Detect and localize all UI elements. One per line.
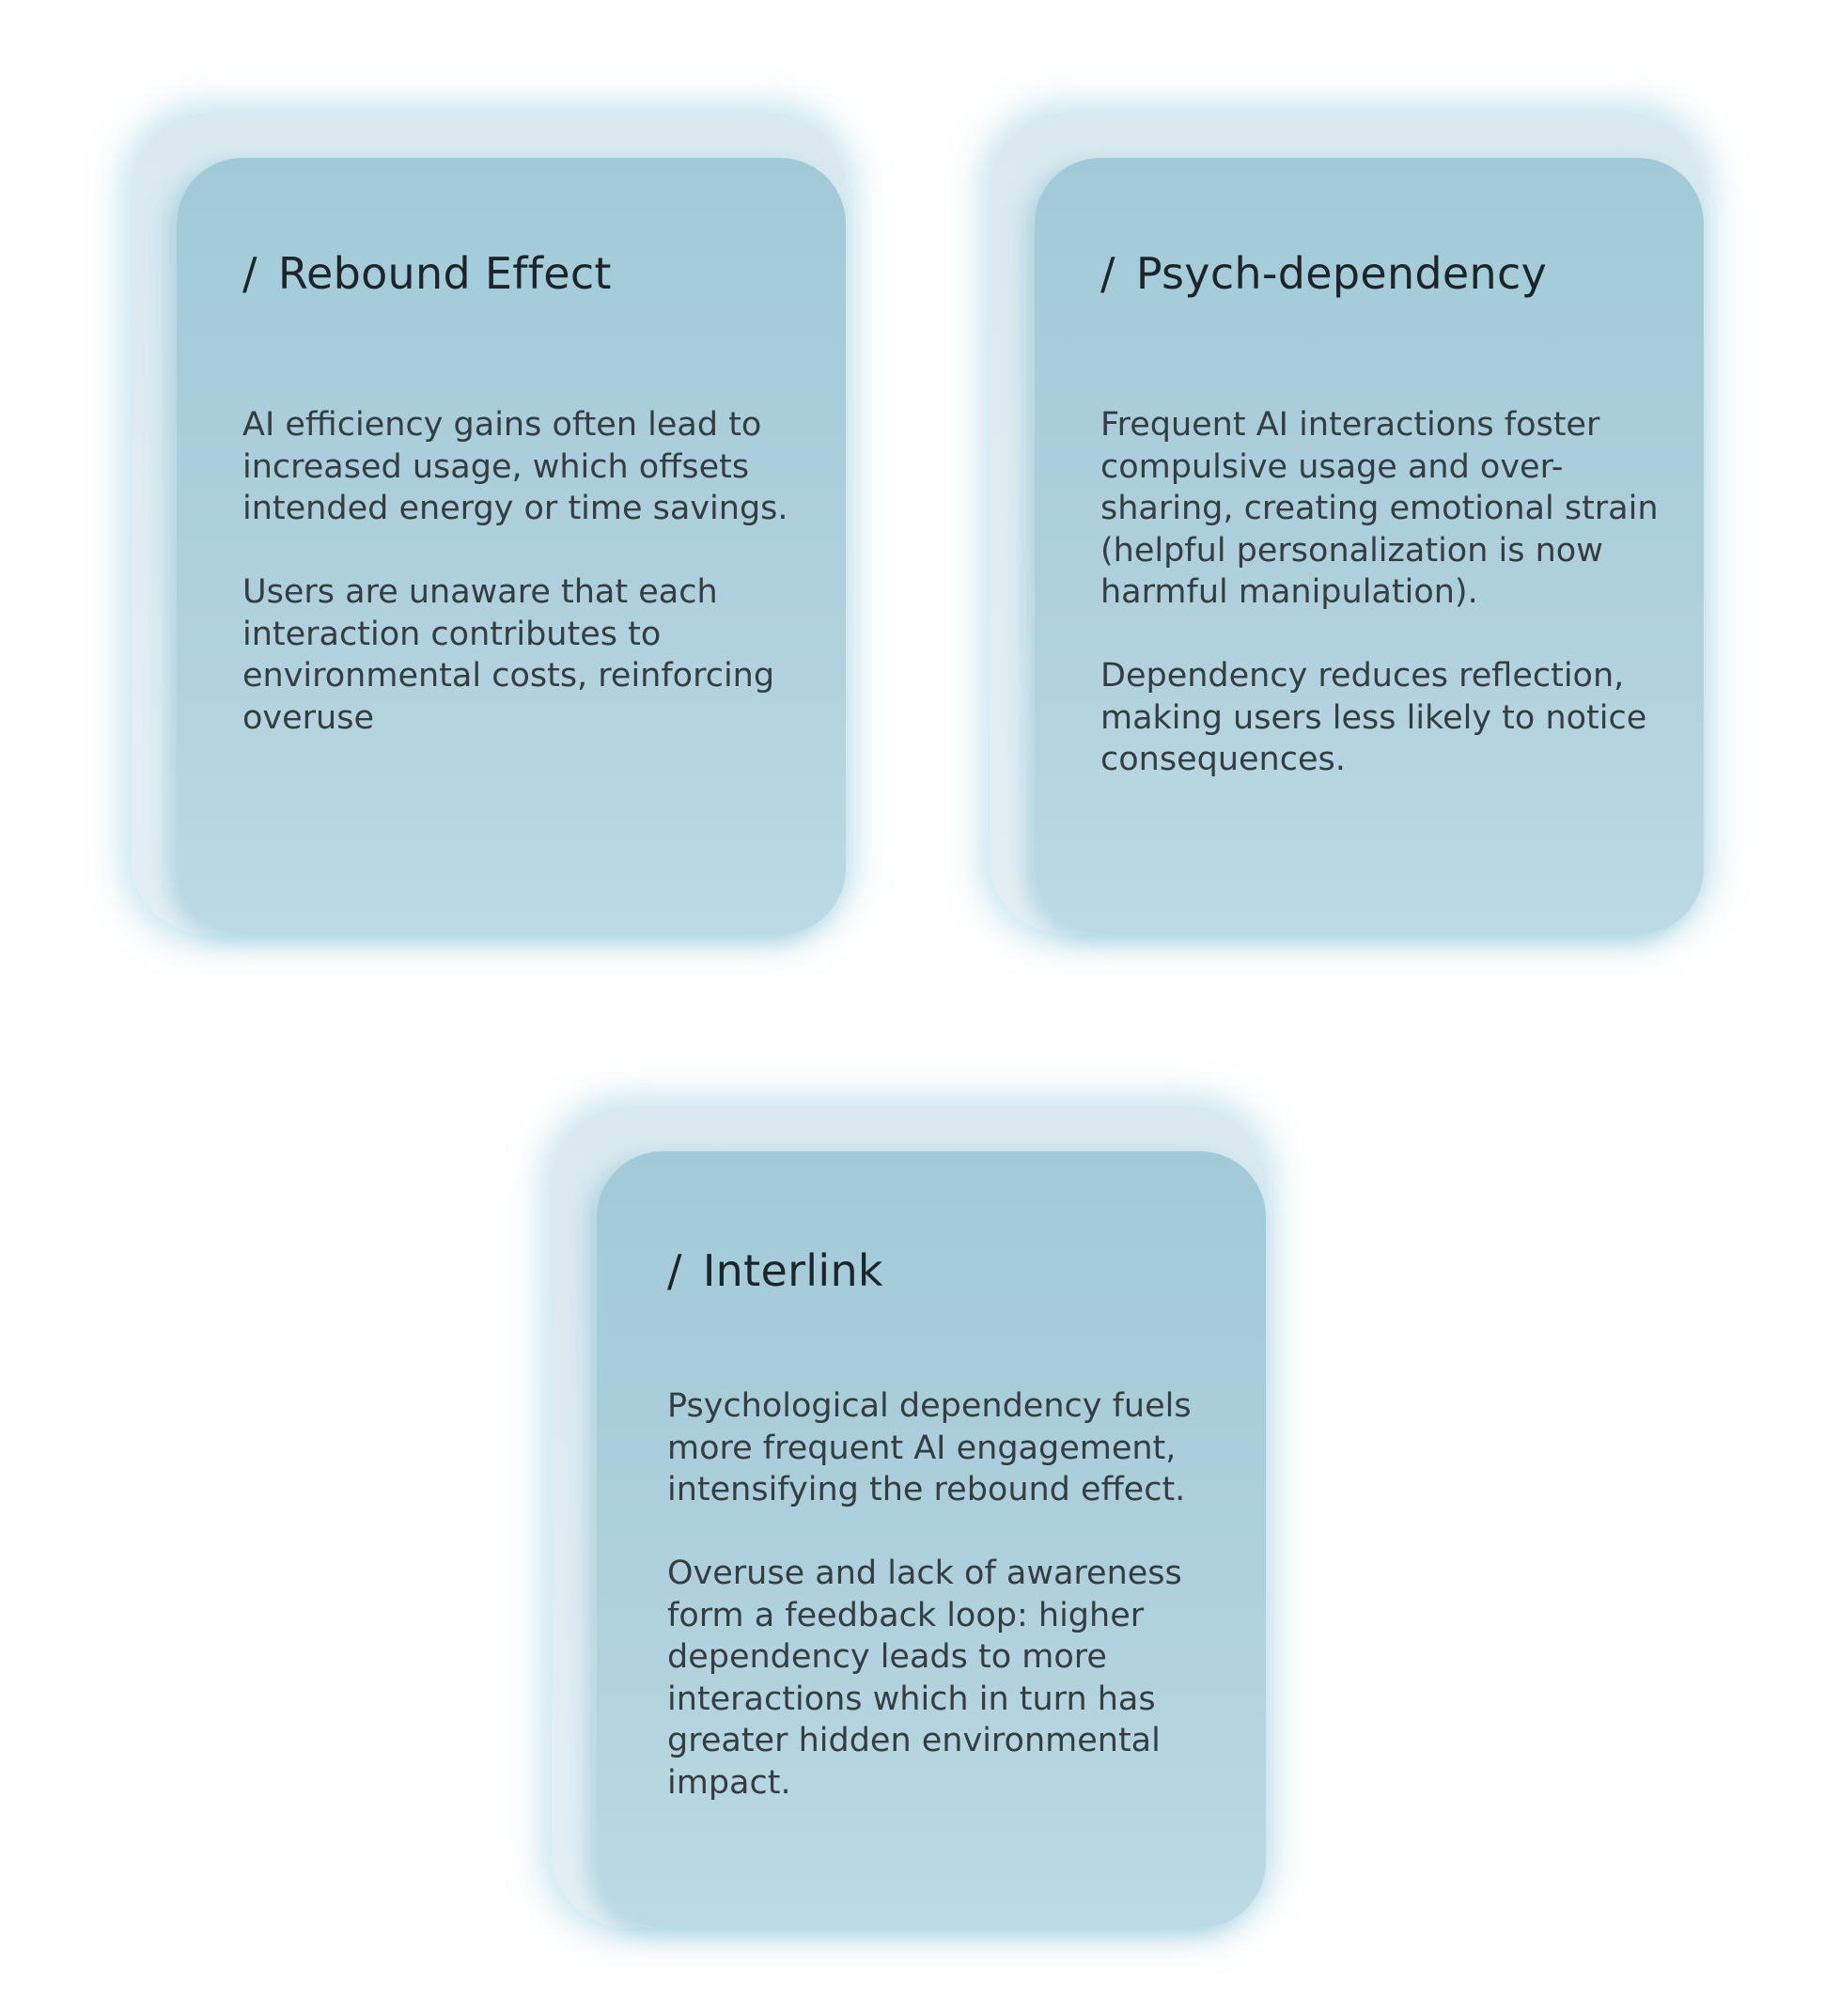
card-psych-dependency xyxy=(990,113,1704,934)
card-title-text: Interlink xyxy=(702,1245,883,1296)
title-slash: / xyxy=(1100,248,1115,299)
card-paragraph: Dependency reduces reflection, making users less likely to notice consequences. xyxy=(1100,657,1647,778)
card-front-layer xyxy=(597,1151,1266,1928)
card-title xyxy=(242,248,612,299)
title-slash: / xyxy=(667,1245,682,1296)
card-interlink xyxy=(552,1106,1266,1928)
card-paragraph: Overuse and lack of awareness form a feedback loop: higher dependency leads to more interactions which in turn has greater hidden environmental impact. xyxy=(667,1555,1182,1802)
card-body xyxy=(242,404,825,739)
card-front-layer xyxy=(1035,158,1704,934)
card-rebound-effect xyxy=(132,113,846,934)
card-title xyxy=(667,1245,883,1296)
title-slash: / xyxy=(242,248,257,299)
card-title-text: Rebound Effect xyxy=(277,248,612,299)
card-title xyxy=(1100,248,1547,299)
card-title-text: Psych-dependency xyxy=(1135,248,1548,299)
card-body xyxy=(1100,404,1683,781)
card-paragraph: Psychological dependency fuels more frequent AI engagement, intensifying the rebound effect. xyxy=(667,1387,1192,1508)
card-front-layer xyxy=(177,158,846,934)
card-paragraph: Users are unaware that each interaction contributes to environmental costs, reinforcing overuse xyxy=(242,573,775,737)
card-body xyxy=(667,1385,1250,1804)
card-paragraph: Frequent AI interactions foster compulsive usage and over-sharing, creating emotional strain (helpful personalization is now harmful manipulation). xyxy=(1100,406,1659,611)
card-paragraph: AI efficiency gains often lead to increased usage, which offsets intended energy or time savings. xyxy=(242,406,788,527)
